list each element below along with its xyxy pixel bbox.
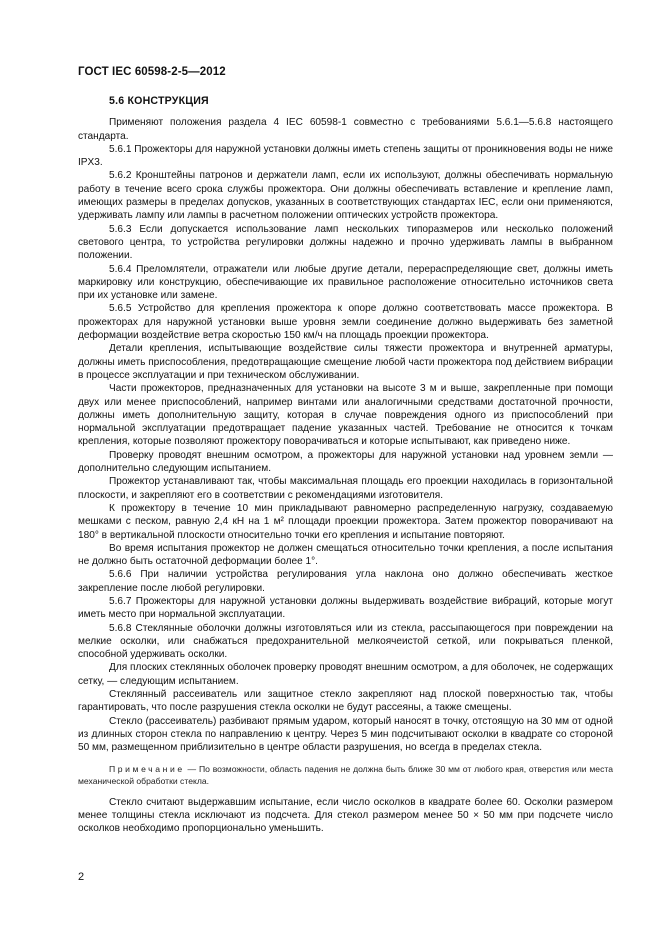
paragraph: Стеклянный рассеиватель или защитное стекло закрепляют над плоской поверхностью так, чтобы гарантировать, что после разрушения стекла осколки не будут рассеяны, а также смещены. [78,689,613,714]
note-label: Примечание [109,763,185,774]
note [78,763,613,787]
paragraph: Прожектор устанавливают так, чтобы максимальная площадь его проекции находилась в горизонтальной плоскости, и закрепляют его в соответствии с рекомендациями изготовителя. [78,476,613,501]
note-text: — По возможности, область падения не должна быть ближе 30 мм от любого края, отверстия или места механической обработки стекла. [78,763,613,786]
document-header: ГОСТ IEC 60598-2-5—2012 [78,66,226,78]
paragraph: К прожектору в течение 10 мин прикладывают равномерно распределенную нагрузку, создаваемую мешками с песком, равную 2,4 кН на 1 м² площади проекции прожектора. Затем прожектор поворачивают на 180° в вертикальной плоскости относительно точки его крепления и испытание повторяют. [78,502,613,541]
paragraph: 5.6.6 При наличии устройства регулирования угла наклона оно должно обеспечивать жесткое закрепление после любой регулировки. [78,569,613,594]
paragraph: Во время испытания прожектор не должен смещаться относительно точки крепления, а после испытания не должно быть остаточной деформации более 1°. [78,542,613,568]
paragraph: 5.6.2 Кронштейны патронов и держатели ламп, если их используют, должны обеспечивать нормальную работу в течение всего срока службы прожектора. Они должны обеспечивать вставление и крепление ламп, имеющих размеры в пределах допусков, указанных в соответствующих стандартах IEC, если они применяются, удерживать лампу или лампы в расчетном положении оптических устройств прожектора. [78,170,613,222]
section-title: 5.6 КОНСТРУКЦИЯ [109,95,209,107]
paragraph: Проверку проводят внешним осмотром, а прожекторы для наружной установки над уровнем земли — дополнительно следующим испытанием. [78,449,613,475]
paragraph: Части прожекторов, предназначенных для установки на высоте 3 м и выше, закрепленные при помощи двух или менее приспособлений, например винтами или аналогичными средствами достаточной прочности, должны иметь дополнительную защиту, которая в случае повреждения одного из приспособлений при нормальной эксплуатации предотвращает падение указанных частей. Требование не относится к точкам крепления, которые позволяют прожектору поворачиваться и которые испытывают, как приведено ниже. [78,383,613,448]
paragraph: Детали крепления, испытывающие воздействие силы тяжести прожектора и внутренней арматуры, должны иметь приспособления, предотвращающие смещение любой части прожектора под действием вибрации в процессе эксплуатации и при техническом обслуживании. [78,343,613,381]
document-body [78,95,613,835]
paragraph: Для плоских стеклянных оболочек проверку проводят внешним осмотром, а для оболочек, не содержащих сетку, — следующим испытанием. [78,662,613,687]
final-paragraph: Стекло считают выдержавшим испытание, если число осколков в квадрате более 60. Осколки размером менее толщины стекла исключают из подсчета. Для стекол размером менее 50 × 50 мм при подсчете число осколков необходимо пропорционально уменьшить. [78,796,613,835]
page-number: 2 [78,871,85,883]
paragraph: 5.6.3 Если допускается использование ламп нескольких типоразмеров или несколько положений светового центра, то устройства регулировки должны надежно и прочно удерживать лампы в выбранном положении. [78,223,613,262]
paragraph: 5.6.4 Преломлятели, отражатели или любые другие детали, перераспределяющие свет, должны иметь маркировку или конструкцию, обеспечивающие их правильное расположение относительно источников света при их установке или замене. [78,263,613,302]
paragraph: 5.6.5 Устройство для крепления прожектора к опоре должно соответствовать массе прожектора. В прожекторах для наружной установки выше уровня земли соединение должно выдерживать без заметной деформации воздействие ветра скоростью 150 км/ч на площадь проекции прожектора. [78,303,613,342]
paragraph: 5.6.8 Стеклянные оболочки должны изготовляться или из стекла, рассыпающегося при повреждении на мелкие осколки, или снабжаться предохранительной мелкоячеистой сеткой, или покрываться пленкой, способной удерживать осколки. [78,622,613,661]
paragraph: Применяют положения раздела 4 IEC 60598-1 совместно с требованиями 5.6.1—5.6.8 настоящего стандарта. [78,117,613,142]
paragraph: Стекло (рассеиватель) разбивают прямым ударом, который наносят в точку, отстоящую на 30 мм от одной из длинных сторон стекла по направлению к центру. Через 5 мин подсчитывают осколки в квадрате со стороной 50 мм, размещенном приблизительно в центре области разрушения, но всегда в пределах стекла. [78,715,613,754]
paragraph: 5.6.1 Прожекторы для наружной установки должны иметь степень защиты от проникновения воды не ниже IPX3. [78,143,613,169]
paragraph: 5.6.7 Прожекторы для наружной установки должны выдерживать воздействие вибраций, которые могут иметь место при нормальной эксплуатации. [78,595,613,621]
